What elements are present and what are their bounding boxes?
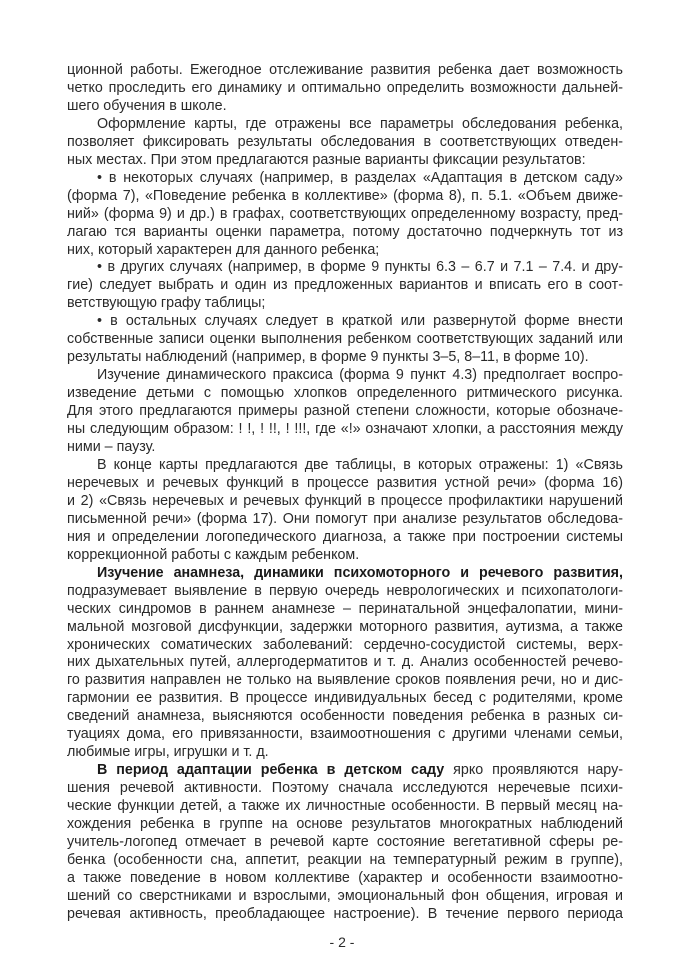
line-text: Для этого предлагаются примеры разной степени сложности, которые обозначе- xyxy=(67,403,623,420)
line-text: них дыхательных путей, аллергодерматитов и т. д. Анализ особенностей речево- xyxy=(67,654,623,671)
line-text: ния и определении логопедического диагноза, а также при построении системы xyxy=(67,528,623,545)
text-line xyxy=(67,583,623,601)
page-number: - 2 - xyxy=(329,934,355,950)
line-text: хождения ребенка в группе на основе результатов многократных наблюдений xyxy=(67,816,623,833)
line-text: неречевых и речевых функций в процессе развития устной речи» (форма 16) xyxy=(67,474,623,491)
line-text: • в остальных случаях следует в краткой или развернутой форме внести xyxy=(97,313,623,330)
line-text: позволяет фиксировать результаты обследования в соответствующих отведен- xyxy=(67,133,623,150)
line-text: Изучение динамического праксиса (форма 9 пункт 4.3) предполгает воспро- xyxy=(97,367,623,384)
line-text: ционной работы. Ежегодное отслеживание развития ребенка дает возможность xyxy=(67,62,623,78)
line-text: результаты наблюдений (например, в форме 9 пункты 3–5, 8–11, в форме 10). xyxy=(67,349,589,366)
line-text: ветствующую графу таблицы; xyxy=(67,295,266,312)
text-line xyxy=(67,421,623,439)
line-text: ними – паузу. xyxy=(67,439,156,456)
text-line xyxy=(67,295,623,313)
line-text: а также поведение в новом коллективе (характер и особенности взаимоотно- xyxy=(67,869,623,886)
text-line xyxy=(67,116,623,134)
text-line xyxy=(67,708,623,726)
text-line xyxy=(67,744,623,762)
text-line xyxy=(67,565,623,583)
text-line xyxy=(67,170,623,188)
line-text: четко проследить его динамику и оптимально определить возможности дальней- xyxy=(67,79,623,96)
line-text: • в других случаях (например, в форме 9 пункты 6.3 – 6.7 и 7.1 – 7.4. и дру- xyxy=(97,259,623,276)
text-line xyxy=(67,601,623,619)
text-line xyxy=(67,277,623,295)
text-line xyxy=(67,80,623,98)
text-line xyxy=(67,475,623,493)
line-text: них, который характерен для данного ребенка; xyxy=(67,241,380,258)
text-line xyxy=(67,457,623,475)
line-text: Оформление карты, где отражены все параметры обследования ребенка, xyxy=(97,115,623,132)
text-line xyxy=(67,888,623,906)
text-line xyxy=(67,547,623,565)
text-line xyxy=(67,188,623,206)
text-line xyxy=(67,511,623,529)
line-text: любимые игры, игрушки и т. д. xyxy=(67,744,269,761)
text-line xyxy=(67,152,623,170)
text-line xyxy=(67,870,623,888)
text-line xyxy=(67,439,623,457)
line-text: и 2) «Связь неречевых и речевых функций в процессе профилактики нарушений xyxy=(67,492,623,509)
line-text: коррекционной работы с каждым ребенком. xyxy=(67,546,360,563)
line-text: • в некоторых случаях (например, в разделах «Адаптация в детском саду» xyxy=(97,169,623,186)
line-text: В конце карты предлагаются две таблицы, в которых отражены: 1) «Связь xyxy=(97,456,623,473)
line-text: мальной мозговой дисфункции, задержки моторного развития, аутизма, а также xyxy=(67,618,623,635)
text-line xyxy=(67,780,623,798)
line-text: письменной речи» (форма 17). Они помогут при анализе результатов обследова- xyxy=(67,510,623,527)
line-text: ных местах. При этом предлагаются разные варианты фиксации результатов: xyxy=(67,151,586,168)
line-text: туациях дома, его привязанности, взаимоотношения с другими членами семьи, xyxy=(67,726,623,743)
line-text: изведение детьми с помощью хлопков определенного ритмического рисунка. xyxy=(67,385,623,402)
text-line xyxy=(67,331,623,349)
text-line xyxy=(67,134,623,152)
text-line xyxy=(67,906,623,924)
line-text: собственные записи оценки выполнения ребенком соответствующих заданий или xyxy=(67,331,623,348)
line-text: лагаю тся варианты оценки параметра, потому достаточно подчеркнуть тот из xyxy=(67,223,623,240)
line-text: ярко проявляются нару- xyxy=(444,762,623,779)
line-text: шего обучения в школе. xyxy=(67,97,227,114)
line-text: шения речевой активности. Поэтому сначала исследуются неречевые психи- xyxy=(67,780,623,797)
line-text: речевая активность, преобладающее настроение). В течение первого периода xyxy=(67,905,623,922)
text-line xyxy=(67,349,623,367)
line-text: подразумевает выявление в первую очередь неврологических и психопатологи- xyxy=(67,582,623,599)
text-line xyxy=(67,690,623,708)
text-line xyxy=(67,259,623,277)
text-line xyxy=(67,726,623,744)
line-text: го развития направлен не только на выявление сроков появления речи, но и дис- xyxy=(67,672,623,689)
text-line xyxy=(67,403,623,421)
line-text: сведений анамнеза, выясняются особенности поведения ребенка в разных си- xyxy=(67,708,623,725)
line-text: ны следующим образом: ! !, ! !!, ! !!!, где «!» означают хлопки, а расстояния между xyxy=(67,421,623,438)
text-line xyxy=(67,816,623,834)
line-text: ческие функции детей, а также их личностные особенности. В первый месяц на- xyxy=(67,798,623,815)
text-line xyxy=(67,242,623,260)
bold-heading-text: Изучение анамнеза, динамики психомоторного и речевого развития, xyxy=(97,564,623,581)
line-text: гие) следует выбрать и один из предложенных вариантов и вписать его в соот- xyxy=(67,277,623,294)
text-line xyxy=(67,385,623,403)
text-line xyxy=(67,654,623,672)
line-text: ний» (форма 9) и др.) в графах, соответствующих определенному возрасту, пред- xyxy=(67,205,623,222)
line-text: хронических соматических заболеваний: сердечно-сосудистой системы, верх- xyxy=(67,636,623,653)
line-text: (форма 7), «Поведение ребенка в коллективе» (форма 8), п. 5.1. «Объем движе- xyxy=(67,187,623,204)
line-text: бенка (особенности сна, аппетит, реакции на температурный режим в группе), xyxy=(67,851,623,868)
line-text: ческих синдромов в раннем анамнезе – перинатальной энцефалопатии, мини- xyxy=(67,600,623,617)
text-line xyxy=(67,852,623,870)
bold-heading-text: В период адаптации ребенка в детском саду xyxy=(97,762,445,779)
text-line xyxy=(67,834,623,852)
line-text: шений со сверстниками и взрослыми, эмоциональный фон общения, игровая и xyxy=(67,887,623,904)
text-line xyxy=(67,798,623,816)
text-line xyxy=(67,762,623,780)
line-text: учитель-логопед отмечает в речевой карте состояние вегетативной сферы ре- xyxy=(67,833,623,850)
text-line xyxy=(67,98,623,116)
text-line xyxy=(67,313,623,331)
text-line xyxy=(67,619,623,637)
text-line xyxy=(67,367,623,385)
text-line xyxy=(67,637,623,655)
line-text: гармонии ее развития. В процессе индивидуальных бесед с родителями, кроме xyxy=(67,690,623,707)
text-line xyxy=(67,224,623,242)
document-body xyxy=(67,62,623,924)
text-line xyxy=(67,62,623,80)
text-line xyxy=(67,206,623,224)
text-line xyxy=(67,672,623,690)
text-line xyxy=(67,529,623,547)
text-line xyxy=(67,493,623,511)
